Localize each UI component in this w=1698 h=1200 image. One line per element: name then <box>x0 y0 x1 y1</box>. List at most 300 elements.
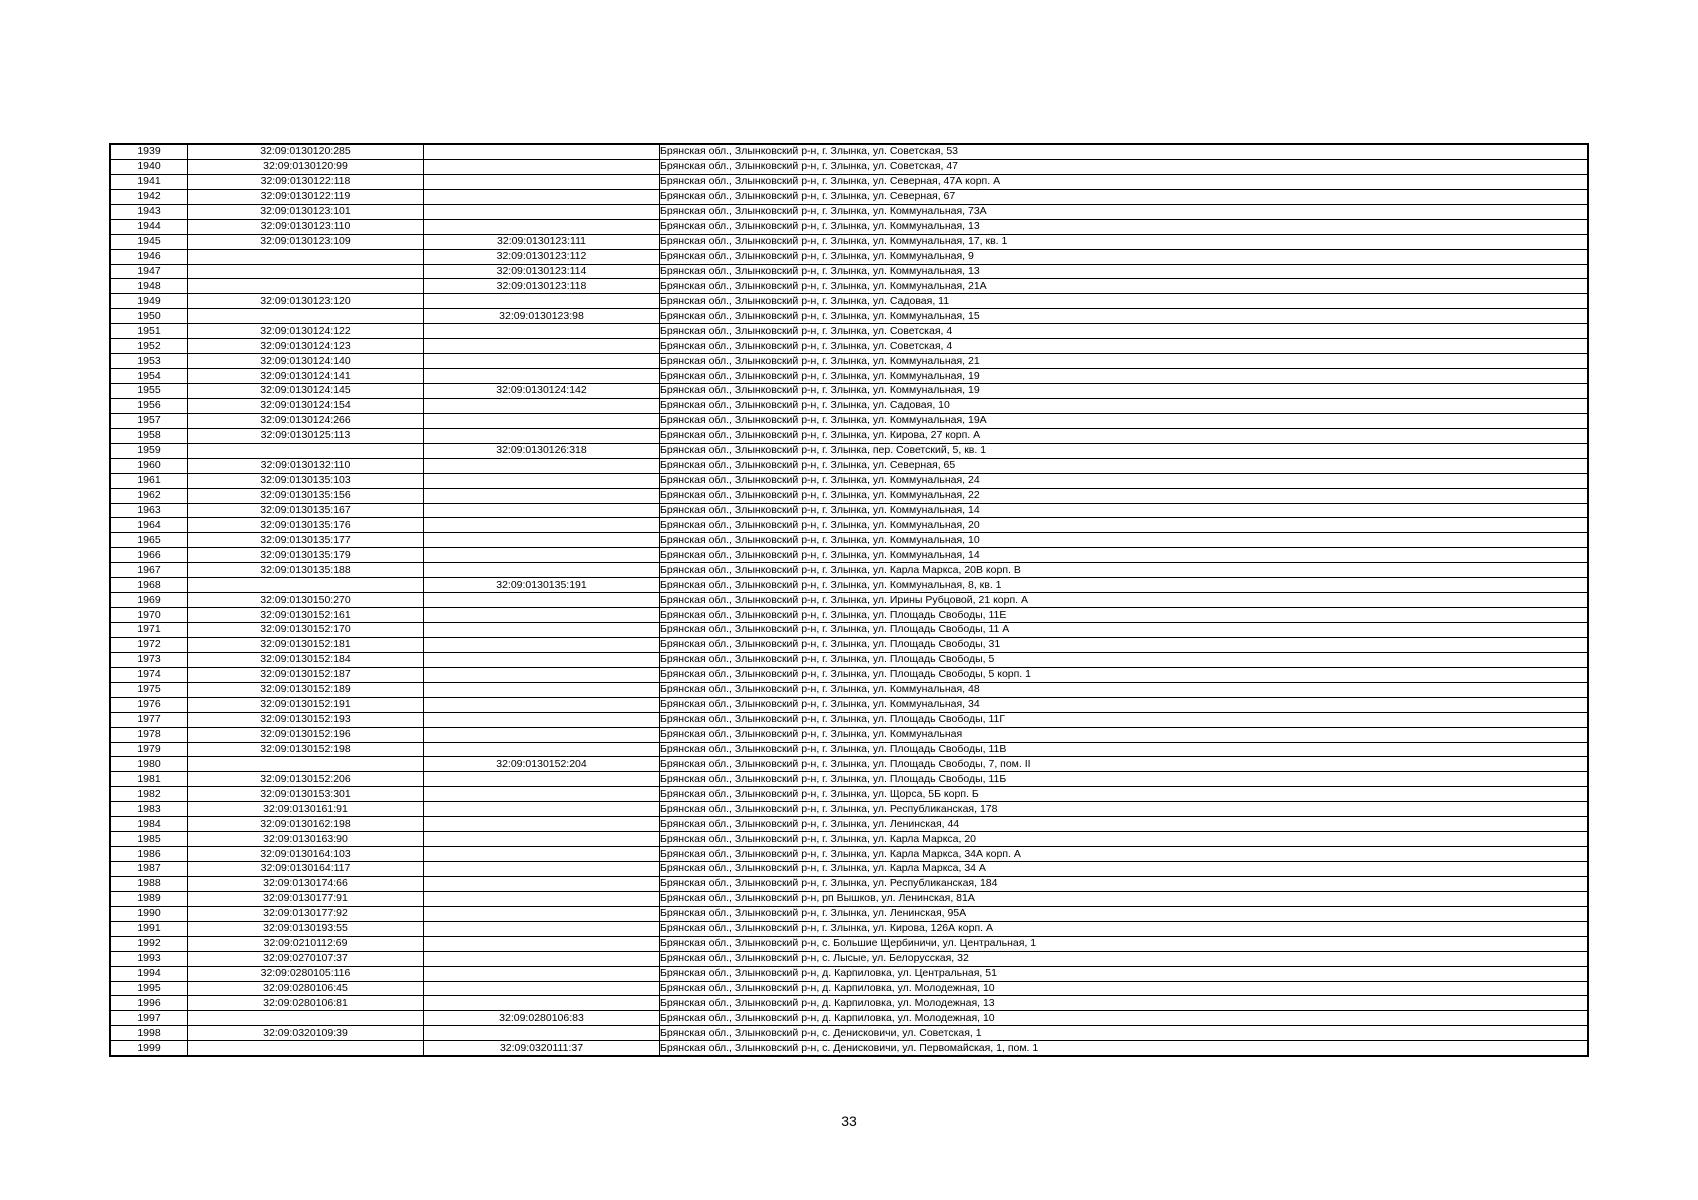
address-cell: Брянская обл., Злынковский р-н, г. Злынка, ул. Северная, 47А корп. А <box>660 174 1589 189</box>
table-row <box>110 458 1588 473</box>
address-cell: Брянская обл., Злынковский р-н, г. Злынка, ул. Советская, 4 <box>660 324 1589 339</box>
row-number-cell: 1947 <box>110 264 188 279</box>
row-number-cell: 1960 <box>110 458 188 473</box>
address-cell: Брянская обл., Злынковский р-н, г. Злынка, ул. Северная, 65 <box>660 458 1589 473</box>
row-number-cell: 1958 <box>110 428 188 443</box>
cadastral-number-cell: 32:09:0130123:109 <box>188 234 424 249</box>
related-cadastral-number-cell <box>424 159 660 174</box>
related-cadastral-number-cell: 32:09:0130123:118 <box>424 279 660 294</box>
row-number-cell: 1976 <box>110 697 188 712</box>
cadastral-number-cell: 32:09:0130177:91 <box>188 891 424 906</box>
cadastral-number-cell: 32:09:0130177:92 <box>188 906 424 921</box>
table-row <box>110 279 1588 294</box>
cadastral-number-cell: 32:09:0130122:118 <box>188 174 424 189</box>
table-row <box>110 174 1588 189</box>
related-cadastral-number-cell <box>424 981 660 996</box>
table-row <box>110 906 1588 921</box>
cadastral-number-cell: 32:09:0130152:189 <box>188 682 424 697</box>
cadastral-number-cell: 32:09:0130135:156 <box>188 488 424 503</box>
table-row <box>110 742 1588 757</box>
table-row <box>110 369 1588 384</box>
related-cadastral-number-cell: 32:09:0130124:142 <box>424 384 660 399</box>
related-cadastral-number-cell <box>424 1026 660 1041</box>
table-row <box>110 817 1588 832</box>
address-cell: Брянская обл., Злынковский р-н, г. Злынка, ул. Коммунальная, 15 <box>660 309 1589 324</box>
table-row <box>110 294 1588 309</box>
table-row <box>110 159 1588 174</box>
address-cell: Брянская обл., Злынковский р-н, г. Злынка, ул. Коммунальная, 21А <box>660 279 1589 294</box>
cadastral-number-cell <box>188 264 424 279</box>
address-cell: Брянская обл., Злынковский р-н, г. Злынка, ул. Коммунальная, 73А <box>660 204 1589 219</box>
related-cadastral-number-cell <box>424 473 660 488</box>
row-number-cell: 1975 <box>110 682 188 697</box>
table-row <box>110 772 1588 787</box>
cadastral-number-cell: 32:09:0130124:140 <box>188 354 424 369</box>
address-cell: Брянская обл., Злынковский р-н, г. Злынка, ул. Садовая, 10 <box>660 398 1589 413</box>
table-row <box>110 264 1588 279</box>
address-cell: Брянская обл., Злынковский р-н, г. Злынка, ул. Коммунальная, 20 <box>660 518 1589 533</box>
cadastral-number-cell: 32:09:0270107:37 <box>188 951 424 966</box>
cadastral-number-cell: 32:09:0130135:179 <box>188 548 424 563</box>
address-cell: Брянская обл., Злынковский р-н, г. Злынка, ул. Северная, 67 <box>660 189 1589 204</box>
row-number-cell: 1993 <box>110 951 188 966</box>
row-number-cell: 1956 <box>110 398 188 413</box>
address-cell: Брянская обл., Злынковский р-н, г. Злынка, ул. Площадь Свободы, 11Б <box>660 772 1589 787</box>
related-cadastral-number-cell: 32:09:0130123:111 <box>424 234 660 249</box>
address-cell: Брянская обл., Злынковский р-н, г. Злынка, ул. Площадь Свободы, 11В <box>660 742 1589 757</box>
row-number-cell: 1982 <box>110 787 188 802</box>
related-cadastral-number-cell <box>424 787 660 802</box>
table-row <box>110 697 1588 712</box>
related-cadastral-number-cell <box>424 906 660 921</box>
row-number-cell: 1961 <box>110 473 188 488</box>
address-cell: Брянская обл., Злынковский р-н, г. Злынка, ул. Коммунальная, 13 <box>660 219 1589 234</box>
cadastral-number-cell: 32:09:0130124:145 <box>188 384 424 399</box>
table-row <box>110 189 1588 204</box>
related-cadastral-number-cell: 32:09:0130123:114 <box>424 264 660 279</box>
related-cadastral-number-cell <box>424 324 660 339</box>
cadastral-number-cell: 32:09:0280106:81 <box>188 996 424 1011</box>
table-row <box>110 234 1588 249</box>
address-cell: Брянская обл., Злынковский р-н, г. Злынка, ул. Площадь Свободы, 11Г <box>660 712 1589 727</box>
table-row <box>110 652 1588 667</box>
row-number-cell: 1951 <box>110 324 188 339</box>
related-cadastral-number-cell: 32:09:0130126:318 <box>424 443 660 458</box>
related-cadastral-number-cell: 32:09:0320111:37 <box>424 1041 660 1056</box>
table-row <box>110 623 1588 638</box>
related-cadastral-number-cell <box>424 876 660 891</box>
cadastral-number-cell: 32:09:0130132:110 <box>188 458 424 473</box>
cadastral-number-cell <box>188 578 424 593</box>
row-number-cell: 1957 <box>110 413 188 428</box>
table-row <box>110 787 1588 802</box>
cadastral-number-cell: 32:09:0130193:55 <box>188 921 424 936</box>
table-row <box>110 443 1588 458</box>
address-cell: Брянская обл., Злынковский р-н, г. Злынка, ул. Карла Маркса, 34 А <box>660 862 1589 877</box>
row-number-cell: 1965 <box>110 533 188 548</box>
cadastral-number-cell: 32:09:0130174:66 <box>188 876 424 891</box>
related-cadastral-number-cell <box>424 413 660 428</box>
table-row <box>110 876 1588 891</box>
related-cadastral-number-cell <box>424 637 660 652</box>
row-number-cell: 1971 <box>110 623 188 638</box>
cadastral-number-cell: 32:09:0130120:285 <box>188 144 424 159</box>
cadastral-number-cell: 32:09:0130152:161 <box>188 608 424 623</box>
row-number-cell: 1998 <box>110 1026 188 1041</box>
table-row <box>110 712 1588 727</box>
row-number-cell: 1980 <box>110 757 188 772</box>
address-cell: Брянская обл., Злынковский р-н, с. Лысые, ул. Белорусская, 32 <box>660 951 1589 966</box>
row-number-cell: 1968 <box>110 578 188 593</box>
address-cell: Брянская обл., Злынковский р-н, г. Злынка, ул. Ленинская, 44 <box>660 817 1589 832</box>
related-cadastral-number-cell <box>424 354 660 369</box>
address-cell: Брянская обл., Злынковский р-н, г. Злынка, ул. Площадь Свободы, 7, пом. II <box>660 757 1589 772</box>
cadastral-number-cell <box>188 443 424 458</box>
table-row <box>110 921 1588 936</box>
related-cadastral-number-cell <box>424 174 660 189</box>
table-row <box>110 637 1588 652</box>
table-row <box>110 503 1588 518</box>
row-number-cell: 1983 <box>110 802 188 817</box>
cadastral-number-cell: 32:09:0130153:301 <box>188 787 424 802</box>
address-cell: Брянская обл., Злынковский р-н, г. Злынка, ул. Площадь Свободы, 5 <box>660 652 1589 667</box>
related-cadastral-number-cell <box>424 921 660 936</box>
cadastral-number-cell: 32:09:0130135:167 <box>188 503 424 518</box>
row-number-cell: 1999 <box>110 1041 188 1056</box>
row-number-cell: 1984 <box>110 817 188 832</box>
address-cell: Брянская обл., Злынковский р-н, г. Злынка, ул. Карла Маркса, 34А корп. А <box>660 847 1589 862</box>
related-cadastral-number-cell <box>424 772 660 787</box>
row-number-cell: 1939 <box>110 144 188 159</box>
related-cadastral-number-cell: 32:09:0130123:112 <box>424 249 660 264</box>
table-row <box>110 981 1588 996</box>
table-row <box>110 473 1588 488</box>
cadastral-number-cell: 32:09:0210112:69 <box>188 936 424 951</box>
cadastral-number-cell: 32:09:0130152:184 <box>188 652 424 667</box>
related-cadastral-number-cell <box>424 652 660 667</box>
table-row <box>110 518 1588 533</box>
cadastral-number-cell: 32:09:0130125:113 <box>188 428 424 443</box>
related-cadastral-number-cell <box>424 697 660 712</box>
table-row <box>110 996 1588 1011</box>
address-cell: Брянская обл., Злынковский р-н, г. Злынка, ул. Коммунальная, 19 <box>660 369 1589 384</box>
registry-table <box>109 143 1589 1057</box>
table-row <box>110 727 1588 742</box>
related-cadastral-number-cell <box>424 294 660 309</box>
address-cell: Брянская обл., Злынковский р-н, г. Злынка, ул. Коммунальная, 34 <box>660 697 1589 712</box>
related-cadastral-number-cell <box>424 518 660 533</box>
table-row <box>110 593 1588 608</box>
row-number-cell: 1943 <box>110 204 188 219</box>
address-cell: Брянская обл., Злынковский р-н, г. Злынка, ул. Коммунальная, 24 <box>660 473 1589 488</box>
row-number-cell: 1966 <box>110 548 188 563</box>
row-number-cell: 1977 <box>110 712 188 727</box>
address-cell: Брянская обл., Злынковский р-н, г. Злынка, пер. Советский, 5, кв. 1 <box>660 443 1589 458</box>
cadastral-number-cell: 32:09:0280106:45 <box>188 981 424 996</box>
address-cell: Брянская обл., Злынковский р-н, д. Карпиловка, ул. Молодежная, 10 <box>660 1011 1589 1026</box>
related-cadastral-number-cell <box>424 593 660 608</box>
table-row <box>110 413 1588 428</box>
row-number-cell: 1997 <box>110 1011 188 1026</box>
cadastral-number-cell: 32:09:0130162:198 <box>188 817 424 832</box>
row-number-cell: 1948 <box>110 279 188 294</box>
row-number-cell: 1973 <box>110 652 188 667</box>
table-row <box>110 832 1588 847</box>
row-number-cell: 1994 <box>110 966 188 981</box>
table-row <box>110 339 1588 354</box>
table-row <box>110 533 1588 548</box>
cadastral-number-cell <box>188 1041 424 1056</box>
cadastral-number-cell: 32:09:0280105:116 <box>188 966 424 981</box>
related-cadastral-number-cell <box>424 996 660 1011</box>
cadastral-number-cell: 32:09:0130161:91 <box>188 802 424 817</box>
address-cell: Брянская обл., Злынковский р-н, г. Злынка, ул. Коммунальная, 22 <box>660 488 1589 503</box>
address-cell: Брянская обл., Злынковский р-н, с. Большие Щербиничи, ул. Центральная, 1 <box>660 936 1589 951</box>
address-cell: Брянская обл., Злынковский р-н, д. Карпиловка, ул. Центральная, 51 <box>660 966 1589 981</box>
row-number-cell: 1967 <box>110 563 188 578</box>
row-number-cell: 1955 <box>110 384 188 399</box>
table-row <box>110 384 1588 399</box>
table-row <box>110 802 1588 817</box>
cadastral-number-cell: 32:09:0130150:270 <box>188 593 424 608</box>
address-cell: Брянская обл., Злынковский р-н, г. Злынка, ул. Советская, 47 <box>660 159 1589 174</box>
related-cadastral-number-cell <box>424 817 660 832</box>
address-cell: Брянская обл., Злынковский р-н, с. Денисковичи, ул. Советская, 1 <box>660 1026 1589 1041</box>
table-row <box>110 219 1588 234</box>
row-number-cell: 1972 <box>110 637 188 652</box>
table-row <box>110 428 1588 443</box>
row-number-cell: 1995 <box>110 981 188 996</box>
address-cell: Брянская обл., Злынковский р-н, г. Злынка, ул. Коммунальная, 10 <box>660 533 1589 548</box>
table-row <box>110 354 1588 369</box>
related-cadastral-number-cell <box>424 339 660 354</box>
related-cadastral-number-cell <box>424 428 660 443</box>
related-cadastral-number-cell <box>424 727 660 742</box>
row-number-cell: 1942 <box>110 189 188 204</box>
table-row <box>110 608 1588 623</box>
row-number-cell: 1941 <box>110 174 188 189</box>
table-row <box>110 966 1588 981</box>
page-number: 33 <box>841 1113 857 1129</box>
table-row <box>110 324 1588 339</box>
cadastral-number-cell: 32:09:0130123:110 <box>188 219 424 234</box>
row-number-cell: 1954 <box>110 369 188 384</box>
address-cell: Брянская обл., Злынковский р-н, г. Злынка, ул. Коммунальная, 8, кв. 1 <box>660 578 1589 593</box>
cadastral-number-cell: 32:09:0130152:170 <box>188 623 424 638</box>
row-number-cell: 1964 <box>110 518 188 533</box>
row-number-cell: 1986 <box>110 847 188 862</box>
row-number-cell: 1962 <box>110 488 188 503</box>
related-cadastral-number-cell <box>424 936 660 951</box>
table-row <box>110 936 1588 951</box>
row-number-cell: 1990 <box>110 906 188 921</box>
address-cell: Брянская обл., Злынковский р-н, г. Злынка, ул. Советская, 4 <box>660 339 1589 354</box>
row-number-cell: 1969 <box>110 593 188 608</box>
related-cadastral-number-cell <box>424 832 660 847</box>
related-cadastral-number-cell <box>424 533 660 548</box>
address-cell: Брянская обл., Злынковский р-н, д. Карпиловка, ул. Молодежная, 13 <box>660 996 1589 1011</box>
cadastral-number-cell: 32:09:0130152:206 <box>188 772 424 787</box>
cadastral-number-cell: 32:09:0130152:196 <box>188 727 424 742</box>
cadastral-number-cell: 32:09:0130163:90 <box>188 832 424 847</box>
address-cell: Брянская обл., Злынковский р-н, г. Злынка, ул. Коммунальная, 14 <box>660 548 1589 563</box>
related-cadastral-number-cell <box>424 623 660 638</box>
table-row <box>110 578 1588 593</box>
cadastral-number-cell: 32:09:0130123:120 <box>188 294 424 309</box>
address-cell: Брянская обл., Злынковский р-н, г. Злынка, ул. Ленинская, 95А <box>660 906 1589 921</box>
row-number-cell: 1996 <box>110 996 188 1011</box>
related-cadastral-number-cell <box>424 862 660 877</box>
cadastral-number-cell <box>188 249 424 264</box>
row-number-cell: 1978 <box>110 727 188 742</box>
row-number-cell: 1959 <box>110 443 188 458</box>
row-number-cell: 1950 <box>110 309 188 324</box>
table-row <box>110 862 1588 877</box>
row-number-cell: 1979 <box>110 742 188 757</box>
address-cell: Брянская обл., Злынковский р-н, г. Злынка, ул. Коммунальная, 48 <box>660 682 1589 697</box>
cadastral-number-cell: 32:09:0130135:188 <box>188 563 424 578</box>
cadastral-number-cell <box>188 757 424 772</box>
address-cell: Брянская обл., Злынковский р-н, г. Злынка, ул. Коммунальная, 19А <box>660 413 1589 428</box>
row-number-cell: 1970 <box>110 608 188 623</box>
table-row <box>110 951 1588 966</box>
row-number-cell: 1953 <box>110 354 188 369</box>
related-cadastral-number-cell <box>424 682 660 697</box>
related-cadastral-number-cell <box>424 966 660 981</box>
cadastral-number-cell: 32:09:0130152:198 <box>188 742 424 757</box>
table-row <box>110 682 1588 697</box>
cadastral-number-cell: 32:09:0130124:154 <box>188 398 424 413</box>
related-cadastral-number-cell <box>424 608 660 623</box>
table-row <box>110 1011 1588 1026</box>
related-cadastral-number-cell <box>424 369 660 384</box>
table-row <box>110 563 1588 578</box>
cadastral-number-cell <box>188 309 424 324</box>
cadastral-number-cell: 32:09:0130152:187 <box>188 667 424 682</box>
table-row <box>110 249 1588 264</box>
related-cadastral-number-cell <box>424 503 660 518</box>
cadastral-number-cell: 32:09:0130124:266 <box>188 413 424 428</box>
related-cadastral-number-cell: 32:09:0130123:98 <box>424 309 660 324</box>
address-cell: Брянская обл., Злынковский р-н, г. Злынка, ул. Щорса, 5Б корп. Б <box>660 787 1589 802</box>
address-cell: Брянская обл., Злынковский р-н, с. Денисковичи, ул. Первомайская, 1, пом. 1 <box>660 1041 1589 1056</box>
address-cell: Брянская обл., Злынковский р-н, г. Злынка, ул. Карла Маркса, 20 <box>660 832 1589 847</box>
row-number-cell: 1946 <box>110 249 188 264</box>
related-cadastral-number-cell <box>424 667 660 682</box>
row-number-cell: 1985 <box>110 832 188 847</box>
cadastral-number-cell: 32:09:0130124:141 <box>188 369 424 384</box>
related-cadastral-number-cell <box>424 398 660 413</box>
related-cadastral-number-cell <box>424 847 660 862</box>
row-number-cell: 1981 <box>110 772 188 787</box>
row-number-cell: 1949 <box>110 294 188 309</box>
cadastral-number-cell: 32:09:0130124:122 <box>188 324 424 339</box>
cadastral-number-cell: 32:09:0130123:101 <box>188 204 424 219</box>
row-number-cell: 1988 <box>110 876 188 891</box>
address-cell: Брянская обл., Злынковский р-н, г. Злынка, ул. Садовая, 11 <box>660 294 1589 309</box>
table-row <box>110 204 1588 219</box>
related-cadastral-number-cell <box>424 742 660 757</box>
related-cadastral-number-cell <box>424 802 660 817</box>
address-cell: Брянская обл., Злынковский р-н, г. Злынка, ул. Карла Маркса, 20В корп. В <box>660 563 1589 578</box>
cadastral-number-cell: 32:09:0130152:181 <box>188 637 424 652</box>
table-row <box>110 757 1588 772</box>
related-cadastral-number-cell <box>424 891 660 906</box>
address-cell: Брянская обл., Злынковский р-н, г. Злынка, ул. Республиканская, 184 <box>660 876 1589 891</box>
related-cadastral-number-cell <box>424 548 660 563</box>
table-row <box>110 1041 1588 1056</box>
address-cell: Брянская обл., Злынковский р-н, г. Злынка, ул. Советская, 53 <box>660 144 1589 159</box>
address-cell: Брянская обл., Злынковский р-н, г. Злынка, ул. Кирова, 126А корп. А <box>660 921 1589 936</box>
cadastral-number-cell: 32:09:0320109:39 <box>188 1026 424 1041</box>
cadastral-number-cell: 32:09:0130135:176 <box>188 518 424 533</box>
cadastral-number-cell: 32:09:0130164:117 <box>188 862 424 877</box>
address-cell: Брянская обл., Злынковский р-н, г. Злынка, ул. Республиканская, 178 <box>660 802 1589 817</box>
address-cell: Брянская обл., Злынковский р-н, рп Вышков, ул. Ленинская, 81А <box>660 891 1589 906</box>
related-cadastral-number-cell <box>424 219 660 234</box>
address-cell: Брянская обл., Злынковский р-н, г. Злынка, ул. Коммунальная, 14 <box>660 503 1589 518</box>
related-cadastral-number-cell <box>424 563 660 578</box>
address-cell: Брянская обл., Злынковский р-н, г. Злынка, ул. Коммунальная, 19 <box>660 384 1589 399</box>
row-number-cell: 1945 <box>110 234 188 249</box>
related-cadastral-number-cell <box>424 458 660 473</box>
row-number-cell: 1974 <box>110 667 188 682</box>
related-cadastral-number-cell: 32:09:0280106:83 <box>424 1011 660 1026</box>
related-cadastral-number-cell <box>424 951 660 966</box>
table-row <box>110 309 1588 324</box>
table-row <box>110 488 1588 503</box>
cadastral-number-cell: 32:09:0130152:193 <box>188 712 424 727</box>
address-cell: Брянская обл., Злынковский р-н, г. Злынка, ул. Коммунальная, 17, кв. 1 <box>660 234 1589 249</box>
cadastral-number-cell: 32:09:0130152:191 <box>188 697 424 712</box>
address-cell: Брянская обл., Злынковский р-н, г. Злынка, ул. Площадь Свободы, 11 А <box>660 623 1589 638</box>
table-row <box>110 144 1588 159</box>
row-number-cell: 1944 <box>110 219 188 234</box>
table-row <box>110 1026 1588 1041</box>
address-cell: Брянская обл., Злынковский р-н, г. Злынка, ул. Коммунальная, 9 <box>660 249 1589 264</box>
related-cadastral-number-cell: 32:09:0130135:191 <box>424 578 660 593</box>
address-cell: Брянская обл., Злынковский р-н, г. Злынка, ул. Площадь Свободы, 31 <box>660 637 1589 652</box>
related-cadastral-number-cell <box>424 189 660 204</box>
cadastral-number-cell <box>188 1011 424 1026</box>
address-cell: Брянская обл., Злынковский р-н, г. Злынка, ул. Площадь Свободы, 5 корп. 1 <box>660 667 1589 682</box>
table-row <box>110 891 1588 906</box>
row-number-cell: 1963 <box>110 503 188 518</box>
address-cell: Брянская обл., Злынковский р-н, г. Злынка, ул. Коммунальная, 13 <box>660 264 1589 279</box>
address-cell: Брянская обл., Злынковский р-н, г. Злынка, ул. Кирова, 27 корп. А <box>660 428 1589 443</box>
row-number-cell: 1952 <box>110 339 188 354</box>
registry-table-body <box>110 144 1588 1056</box>
row-number-cell: 1940 <box>110 159 188 174</box>
cadastral-number-cell: 32:09:0130135:177 <box>188 533 424 548</box>
address-cell: Брянская обл., Злынковский р-н, г. Злынка, ул. Коммунальная <box>660 727 1589 742</box>
related-cadastral-number-cell <box>424 712 660 727</box>
table-row <box>110 667 1588 682</box>
row-number-cell: 1989 <box>110 891 188 906</box>
cadastral-number-cell: 32:09:0130122:119 <box>188 189 424 204</box>
address-cell: Брянская обл., Злынковский р-н, г. Злынка, ул. Коммунальная, 21 <box>660 354 1589 369</box>
table-row <box>110 398 1588 413</box>
table-row <box>110 847 1588 862</box>
row-number-cell: 1992 <box>110 936 188 951</box>
cadastral-number-cell: 32:09:0130120:99 <box>188 159 424 174</box>
related-cadastral-number-cell <box>424 204 660 219</box>
related-cadastral-number-cell: 32:09:0130152:204 <box>424 757 660 772</box>
cadastral-number-cell <box>188 279 424 294</box>
table-row <box>110 548 1588 563</box>
address-cell: Брянская обл., Злынковский р-н, г. Злынка, ул. Площадь Свободы, 11Е <box>660 608 1589 623</box>
address-cell: Брянская обл., Злынковский р-н, г. Злынка, ул. Ирины Рубцовой, 21 корп. А <box>660 593 1589 608</box>
